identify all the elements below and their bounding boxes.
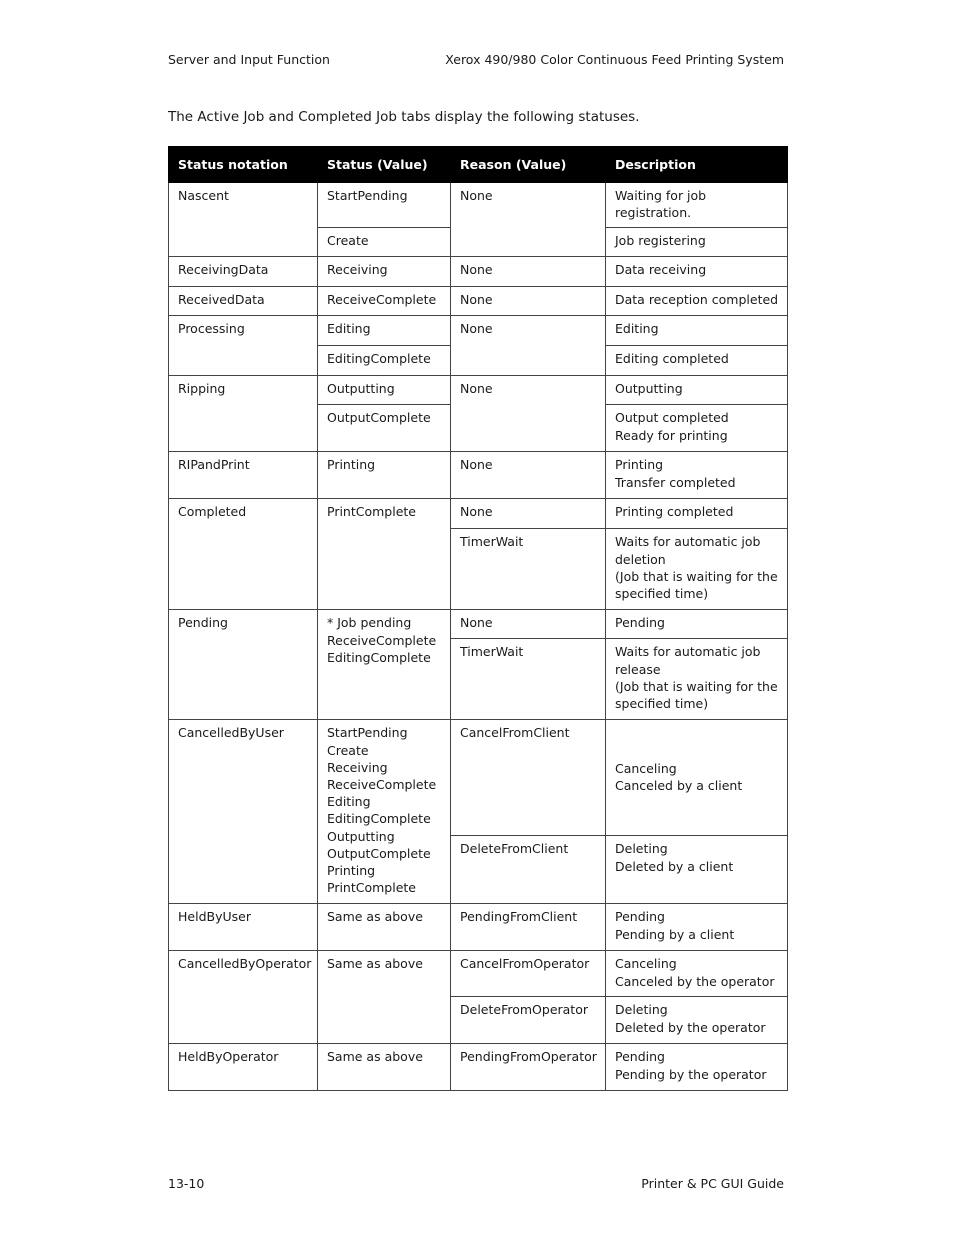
column-header: Description <box>606 147 788 183</box>
table-row <box>169 1044 788 1091</box>
status-value-cell: ReceiveComplete <box>318 287 451 316</box>
description-cell: Deleting Deleted by the operator <box>606 997 788 1044</box>
table-row <box>169 452 788 499</box>
table-row <box>169 904 788 951</box>
status-value-cell: Same as above <box>318 904 451 951</box>
description-cell: Pending <box>606 610 788 639</box>
description-cell: Editing <box>606 316 788 346</box>
column-header: Status notation <box>169 147 318 183</box>
reason-value-cell: CancelFromOperator <box>451 951 606 997</box>
guide-title: Printer & PC GUI Guide <box>641 1176 784 1191</box>
description-cell: Pending Pending by a client <box>606 904 788 951</box>
status-value-cell: StartPending Create Receiving ReceiveComplete Editing EditingComplete Outputting OutputComplete Printing PrintComplete <box>318 720 451 904</box>
description-cell: Canceling Canceled by the operator <box>606 951 788 997</box>
description-cell: Outputting <box>606 376 788 405</box>
reason-value-cell: None <box>451 452 606 499</box>
reason-value-cell: PendingFromClient <box>451 904 606 951</box>
description-cell: Pending Pending by the operator <box>606 1044 788 1091</box>
status-notation-cell: CancelledByOperator <box>169 951 318 1044</box>
page-footer <box>168 1176 784 1192</box>
status-value-cell: Create <box>318 228 451 257</box>
status-value-cell: Receiving <box>318 257 451 287</box>
table-row <box>169 376 788 405</box>
reason-value-cell: None <box>451 287 606 316</box>
page-number: 13-10 <box>168 1176 205 1191</box>
description-cell: Deleting Deleted by a client <box>606 836 788 904</box>
reason-value-cell: PendingFromOperator <box>451 1044 606 1091</box>
status-notation-cell: Processing <box>169 316 318 376</box>
reason-value-cell: None <box>451 499 606 529</box>
intro-paragraph: The Active Job and Completed Job tabs display the following statuses. <box>168 109 640 125</box>
reason-value-cell: None <box>451 376 606 452</box>
status-notation-cell: ReceivedData <box>169 287 318 316</box>
status-notation-cell: HeldByUser <box>169 904 318 951</box>
table-row <box>169 951 788 997</box>
description-cell: Job registering <box>606 228 788 257</box>
status-value-cell: Same as above <box>318 951 451 1044</box>
description-cell: Canceling Canceled by a client <box>606 720 788 836</box>
status-table <box>168 146 788 1091</box>
status-value-cell: Outputting <box>318 376 451 405</box>
reason-value-cell: DeleteFromOperator <box>451 997 606 1044</box>
status-notation-cell: Completed <box>169 499 318 610</box>
table-row <box>169 183 788 228</box>
page-header <box>168 52 784 68</box>
status-value-cell: OutputComplete <box>318 405 451 452</box>
description-cell: Data receiving <box>606 257 788 287</box>
table-row <box>169 316 788 346</box>
status-value-cell: * Job pending ReceiveComplete EditingComplete <box>318 610 451 720</box>
description-cell: Editing completed <box>606 346 788 376</box>
description-cell: Data reception completed <box>606 287 788 316</box>
status-notation-cell: Ripping <box>169 376 318 452</box>
table-header-row <box>169 147 788 183</box>
reason-value-cell: TimerWait <box>451 529 606 610</box>
description-cell: Printing Transfer completed <box>606 452 788 499</box>
reason-value-cell: None <box>451 183 606 257</box>
status-notation-cell: Nascent <box>169 183 318 257</box>
status-value-cell: PrintComplete <box>318 499 451 610</box>
reason-value-cell: None <box>451 610 606 639</box>
status-notation-cell: RIPandPrint <box>169 452 318 499</box>
table-row <box>169 257 788 287</box>
status-value-cell: Same as above <box>318 1044 451 1091</box>
description-cell: Waits for automatic job deletion (Job that is waiting for the specified time) <box>606 529 788 610</box>
table-row <box>169 287 788 316</box>
description-cell: Waits for automatic job release (Job that is waiting for the specified time) <box>606 639 788 720</box>
status-value-cell: Editing <box>318 316 451 346</box>
header-section-title: Server and Input Function <box>168 52 330 67</box>
column-header: Reason (Value) <box>451 147 606 183</box>
status-value-cell: EditingComplete <box>318 346 451 376</box>
header-product-title: Xerox 490/980 Color Continuous Feed Printing System <box>445 52 784 67</box>
status-value-cell: Printing <box>318 452 451 499</box>
description-cell: Waiting for job registration. <box>606 183 788 228</box>
reason-value-cell: None <box>451 316 606 376</box>
table-row <box>169 720 788 836</box>
status-value-cell: StartPending <box>318 183 451 228</box>
description-cell: Printing completed <box>606 499 788 529</box>
reason-value-cell: TimerWait <box>451 639 606 720</box>
table-row <box>169 499 788 529</box>
status-notation-cell: CancelledByUser <box>169 720 318 904</box>
status-notation-cell: ReceivingData <box>169 257 318 287</box>
reason-value-cell: None <box>451 257 606 287</box>
table-row <box>169 610 788 639</box>
reason-value-cell: CancelFromClient <box>451 720 606 836</box>
status-notation-cell: Pending <box>169 610 318 720</box>
reason-value-cell: DeleteFromClient <box>451 836 606 904</box>
status-notation-cell: HeldByOperator <box>169 1044 318 1091</box>
column-header: Status (Value) <box>318 147 451 183</box>
description-cell: Output completed Ready for printing <box>606 405 788 452</box>
